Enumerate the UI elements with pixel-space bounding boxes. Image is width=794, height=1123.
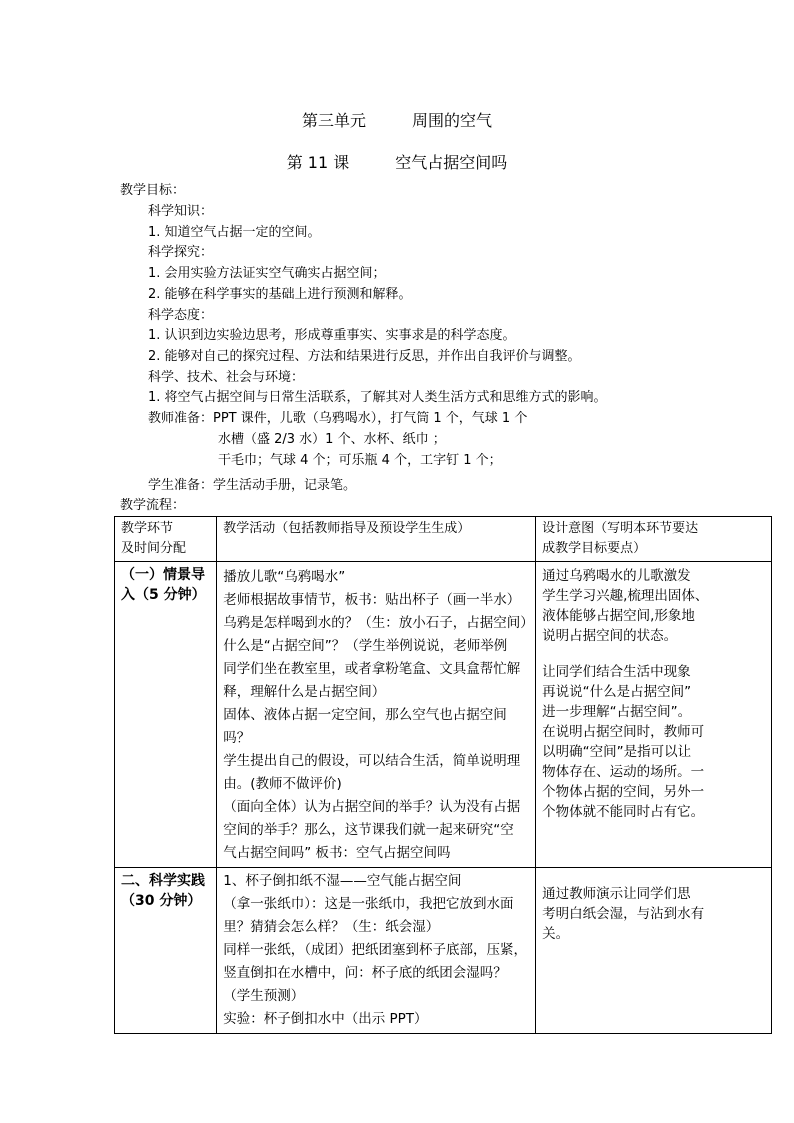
activity-line: 播放儿歌“乌鸦喝水” [223, 569, 346, 585]
header-intent-line: 成教学目标要点） [542, 541, 647, 556]
unit-title [0, 108, 794, 131]
lesson-title [0, 150, 794, 173]
activity-line: 学生提出自己的假设，可以结合生活，简单说明理 [223, 753, 521, 769]
intent-line: 个物体就不能同时占有它。 [542, 804, 705, 820]
activity-line: 实验：杯子倒扣水中（出示 PPT） [223, 1011, 428, 1027]
activity-cell [217, 562, 536, 868]
intent-line: 通过教师演示让同学们思 [542, 886, 691, 902]
table-row [115, 562, 772, 868]
activity-line: 释，理解什么是占据空间） [223, 684, 386, 700]
sts-item: 1. 将空气占据空间与日常生活联系，了解其对人类生活方式和思维方式的影响。 [148, 390, 607, 405]
stage-line: （一）情景导 [121, 567, 205, 583]
stage-cell [115, 868, 217, 1034]
student-prep: 学生准备：学生活动手册，记录笔。 [148, 478, 357, 493]
header-activity-text: 教学活动（包括教师指导及预设学生生成） [223, 521, 471, 536]
knowledge-label: 科学知识： [148, 204, 214, 219]
activity-line: （面向全体）认为占据空间的举手？认为没有占据 [223, 799, 521, 815]
goals-heading: 教学目标： [120, 183, 186, 198]
intent-cell [536, 868, 772, 1034]
teacher-prep-cont: 水槽（盛 2/3 水）1 个、水杯、纸巾 ； [218, 432, 446, 447]
header-intent [536, 517, 772, 562]
sts-label: 科学、技术、社会与环境： [148, 370, 305, 385]
stage-line: 入（5 分钟） [121, 587, 206, 603]
stage-cell [115, 562, 217, 868]
intent-line: 个物体占据的空间，另外一 [542, 784, 705, 800]
intent-line: 让同学们结合生活中现象 [542, 664, 691, 680]
intent-cell [536, 562, 772, 868]
activity-line: 什么是“占据空间”？（学生举例说说，老师举例 [223, 638, 508, 654]
unit-name: 周围的空气 [412, 111, 493, 130]
teacher-prep-cont: 干毛巾；气球 4 个；可乐瓶 4 个，工字钉 1 个； [218, 453, 502, 468]
activity-line: 由。(教师不做评价) [223, 776, 342, 792]
intent-line: 再说说“什么是占据空间” [542, 684, 692, 700]
intent-line: 以明确“空间”是指可以让 [542, 744, 692, 760]
activity-line: 同学们坐在教室里，或者拿粉笔盒、文具盒帮忙解 [223, 661, 521, 677]
activity-line: 同样一张纸，（成团）把纸团塞到杯子底部，压紧， [223, 942, 527, 958]
attitude-item: 1. 认识到边实验边思考，形成尊重事实、实事求是的科学态度。 [148, 328, 516, 343]
activity-line: 老师根据故事情节，板书：贴出杯子（画一半水） [223, 592, 521, 608]
intent-line: 考明白纸会湿，与沾到水有 [542, 906, 705, 922]
activity-line: 里？猜猜会怎么样？（生：纸会湿） [223, 919, 440, 935]
spacer [542, 646, 765, 662]
stage-line: （30 分钟） [121, 893, 202, 909]
activity-cell [217, 868, 536, 1034]
intent-line: 关。 [542, 926, 570, 942]
flow-heading: 教学流程： [120, 498, 186, 513]
activity-line: 空间的举手？那么，这节课我们就一起来研究“空 [223, 822, 514, 838]
intent-line: 物体存在、运动的场所。一 [542, 764, 705, 780]
activity-line: 乌鸦是怎样喝到水的？（生：放小石子，占据空间） [223, 615, 534, 631]
unit-label: 第三单元 [301, 111, 366, 130]
table-row [115, 868, 772, 1034]
header-stage [115, 517, 217, 562]
header-activity [217, 517, 536, 562]
activity-line: （拿一张纸巾）：这是一张纸巾，我把它放到水面 [223, 896, 514, 912]
attitude-item: 2. 能够对自己的探究过程、方法和结果进行反思，并作出自我评价与调整。 [148, 349, 581, 364]
header-stage-line: 及时间分配 [121, 541, 187, 556]
lesson-name: 空气占据空间吗 [395, 153, 508, 172]
intent-line: 说明占据空间的状态。 [542, 628, 678, 644]
intent-line: 通过乌鸦喝水的儿歌激发 [542, 568, 691, 584]
inquiry-item: 1. 会用实验方法证实空气确实占据空间； [148, 266, 386, 281]
activity-line: 气占据空间吗” 板书：空气占据空间吗 [223, 845, 451, 861]
lesson-label: 第 11 课 [286, 153, 350, 172]
inquiry-label: 科学探究： [148, 245, 214, 260]
activity-line: 固体、液体占据一定空间，那么空气也占据空间吗？ [223, 707, 507, 746]
table-header-row [115, 517, 772, 562]
header-intent-line: 设计意图（写明本环节要达 [542, 521, 699, 536]
knowledge-item: 1. 知道空气占据一定的空间。 [148, 225, 321, 240]
attitude-label: 科学态度： [148, 308, 214, 323]
teaching-flow-table [114, 516, 772, 1034]
teacher-prep: 教师准备：PPT 课件，儿歌（乌鸦喝水），打气筒 1 个，气球 1 个 [148, 411, 528, 426]
stage-line: 二、科学实践 [121, 873, 205, 889]
intent-line: 学生学习兴趣,梳理出固体、 [542, 588, 709, 604]
intent-line: 进一步理解“占据空间”。 [542, 704, 692, 720]
header-stage-line: 教学环节 [121, 521, 174, 536]
inquiry-item: 2. 能够在科学事实的基础上进行预测和解释。 [148, 287, 412, 302]
activity-line: （学生预测） [223, 988, 305, 1004]
activity-line: 1、杯子倒扣纸不湿——空气能占据空间 [223, 873, 462, 889]
intent-line: 在说明占据空间时，教师可 [542, 724, 705, 740]
activity-line: 竖直倒扣在水槽中，问：杯子底的纸团会湿吗？ [223, 965, 507, 981]
intent-line: 液体能够占据空间,形象地 [542, 608, 695, 624]
